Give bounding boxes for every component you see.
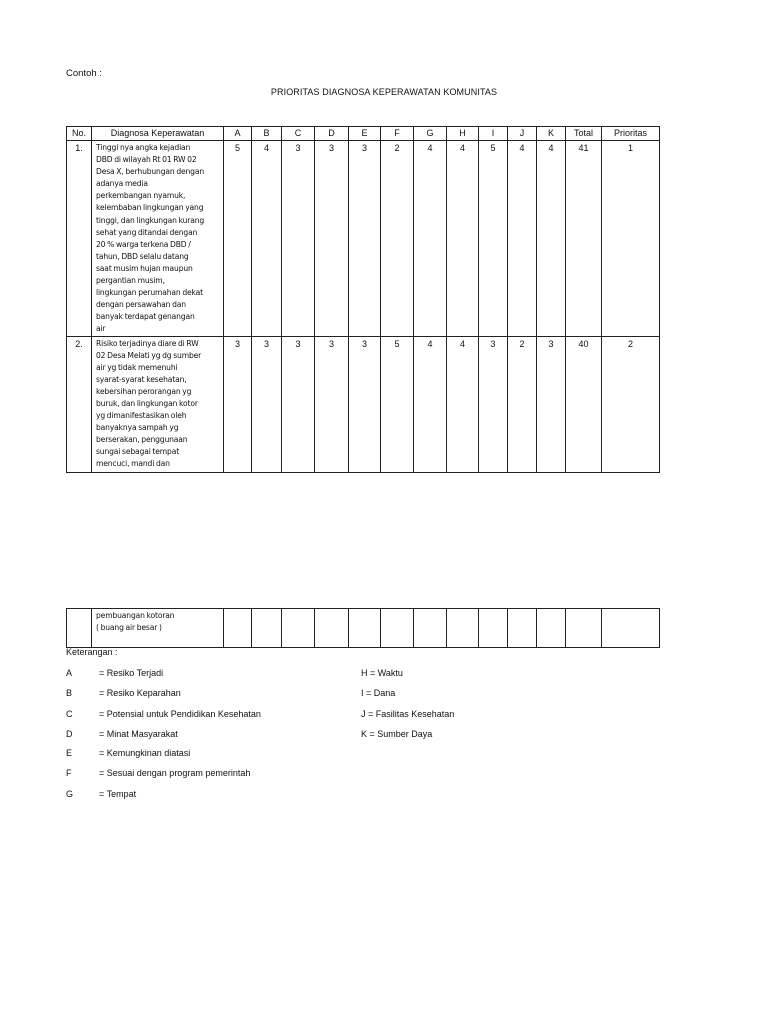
legend-letter: D bbox=[66, 729, 73, 739]
score-a: 5 bbox=[224, 141, 252, 337]
score-d: 3 bbox=[315, 336, 349, 472]
column-header: D bbox=[315, 127, 349, 141]
diagnosis-line: buruk, dan lingkungan kotor bbox=[96, 398, 198, 408]
score-e: 3 bbox=[349, 141, 381, 337]
column-header: J bbox=[508, 127, 537, 141]
diagnosis-line: mencuci, mandi dan bbox=[96, 459, 170, 469]
score-d bbox=[315, 609, 349, 648]
diagnosis-line: kebersihan perorangan yg bbox=[96, 386, 192, 396]
score-d: 3 bbox=[315, 141, 349, 337]
column-header: G bbox=[414, 127, 447, 141]
diagnosis-line: tahun, DBD selalu datang bbox=[96, 251, 189, 261]
legend-entry: I = Dana bbox=[361, 688, 396, 698]
row-number bbox=[67, 609, 92, 648]
score-c bbox=[282, 609, 315, 648]
score-f bbox=[381, 609, 414, 648]
diagnosis-line: kelembaban lingkungan yang bbox=[96, 203, 204, 213]
score-total bbox=[566, 609, 602, 648]
diagnosis-line: DBD di wilayah Rt 01 RW 02 bbox=[96, 155, 197, 165]
diagnosis-line: sungai sebagai tempat bbox=[96, 447, 180, 457]
legend-letter: B bbox=[66, 688, 73, 698]
column-header: E bbox=[349, 127, 381, 141]
row-number: 1. bbox=[67, 141, 92, 337]
priority-table bbox=[66, 126, 660, 473]
column-header: C bbox=[282, 127, 315, 141]
column-header: H bbox=[447, 127, 479, 141]
legend-text: = Sesuai dengan program pemerintah bbox=[99, 768, 251, 778]
priority-rank bbox=[602, 609, 660, 648]
diagnosis-cell bbox=[92, 141, 224, 337]
legend-text: = Potensial untuk Pendidikan Kesehatan bbox=[99, 709, 261, 719]
column-header: K bbox=[537, 127, 566, 141]
diagnosis-line: sehat yang ditandai dengan bbox=[96, 227, 198, 237]
priority-rank: 2 bbox=[602, 336, 660, 472]
score-h: 4 bbox=[447, 141, 479, 337]
legend-entry: J = Fasilitas Kesehatan bbox=[361, 709, 455, 719]
diagnosis-line: banyak terdapat genangan bbox=[96, 312, 195, 322]
legend-text: = Resiko Terjadi bbox=[99, 668, 164, 678]
score-f: 2 bbox=[381, 141, 414, 337]
diagnosis-line: tinggi, dan lingkungan kurang bbox=[96, 215, 205, 225]
score-c: 3 bbox=[282, 336, 315, 472]
diagnosis-line: Tinggi nya angka kejadian bbox=[96, 143, 191, 152]
score-g: 4 bbox=[414, 141, 447, 337]
score-i: 3 bbox=[479, 336, 508, 472]
diagnosis-cell bbox=[92, 336, 224, 472]
legend-letter: C bbox=[66, 709, 73, 719]
legend-letter: A bbox=[66, 668, 73, 678]
diagnosis-line: pergantian musim, bbox=[96, 276, 165, 286]
table-row bbox=[67, 141, 660, 337]
table-row bbox=[67, 336, 660, 472]
table-header-row bbox=[67, 127, 660, 141]
diagnosis-line: Desa X, berhubungan dengan bbox=[96, 167, 205, 177]
legend-text: = Tempat bbox=[99, 789, 137, 799]
score-k bbox=[537, 609, 566, 648]
score-b bbox=[252, 609, 282, 648]
score-g bbox=[414, 609, 447, 648]
score-a bbox=[224, 609, 252, 648]
diagnosis-line: air yg tidak memenuhi bbox=[96, 362, 178, 372]
diagnosis-line: adanya media bbox=[96, 179, 148, 189]
diagnosis-line: 02 Desa Melati yg dg sumber bbox=[96, 350, 202, 360]
score-i: 5 bbox=[479, 141, 508, 337]
page-title: PRIORITAS DIAGNOSA KEPERAWATAN KOMUNITAS bbox=[270, 87, 498, 97]
score-h bbox=[447, 609, 479, 648]
score-a: 3 bbox=[224, 336, 252, 472]
diagnosis-line: syarat-syarat kesehatan, bbox=[96, 374, 187, 384]
score-i bbox=[479, 609, 508, 648]
row-number: 2. bbox=[67, 336, 92, 472]
diagnosis-line: ( buang air besar ) bbox=[96, 623, 162, 633]
legend-heading: Keterangan : bbox=[66, 647, 118, 657]
column-header: Prioritas bbox=[602, 127, 660, 141]
score-j: 4 bbox=[508, 141, 537, 337]
diagnosis-line: air bbox=[96, 324, 106, 334]
diagnosis-line: banyaknya sampah yg bbox=[96, 423, 179, 433]
score-total: 41 bbox=[566, 141, 602, 337]
score-h: 4 bbox=[447, 336, 479, 472]
column-header: A bbox=[224, 127, 252, 141]
score-b: 3 bbox=[252, 336, 282, 472]
score-k: 4 bbox=[537, 141, 566, 337]
score-b: 4 bbox=[252, 141, 282, 337]
table-row bbox=[67, 609, 660, 648]
legend-letter: F bbox=[66, 768, 72, 778]
legend-letter: E bbox=[66, 748, 73, 758]
priority-table-continuation bbox=[66, 608, 660, 648]
legend-text: = Resiko Keparahan bbox=[99, 688, 181, 698]
legend-entry: K = Sumber Daya bbox=[361, 729, 433, 739]
diagnosis-line: saat musim hujan maupun bbox=[96, 263, 193, 273]
diagnosis-line: pembuangan kotoran bbox=[96, 611, 175, 620]
score-g: 4 bbox=[414, 336, 447, 472]
diagnosis-line: berserakan, penggunaan bbox=[96, 435, 188, 445]
column-header: B bbox=[252, 127, 282, 141]
diagnosis-line: perkembangan nyamuk, bbox=[96, 191, 186, 201]
diagnosis-line: 20 % warga terkena DBD / bbox=[96, 239, 191, 249]
score-e: 3 bbox=[349, 336, 381, 472]
score-c: 3 bbox=[282, 141, 315, 337]
score-k: 3 bbox=[537, 336, 566, 472]
diagnosis-line: Risiko terjadinya diare di RW bbox=[96, 338, 199, 348]
priority-rank: 1 bbox=[602, 141, 660, 337]
legend-letter: G bbox=[66, 789, 74, 799]
legend-text: = Minat Masyarakat bbox=[99, 729, 178, 739]
column-header: I bbox=[479, 127, 508, 141]
column-header: Diagnosa Keperawatan bbox=[92, 127, 224, 141]
diagnosis-line: lingkungan perumahan dekat bbox=[96, 288, 204, 298]
legend-text: = Kemungkinan diatasi bbox=[99, 748, 191, 758]
diagnosis-line: dengan persawahan dan bbox=[96, 300, 186, 310]
score-total: 40 bbox=[566, 336, 602, 472]
column-header: No. bbox=[67, 127, 92, 141]
diagnosis-line: yg dimanifestasikan oleh bbox=[96, 411, 187, 421]
score-f: 5 bbox=[381, 336, 414, 472]
score-j: 2 bbox=[508, 336, 537, 472]
score-j bbox=[508, 609, 537, 648]
column-header: Total bbox=[566, 127, 602, 141]
diagnosis-cell bbox=[92, 609, 224, 648]
example-label: Contoh : bbox=[66, 68, 102, 79]
score-e bbox=[349, 609, 381, 648]
legend-entry: H = Waktu bbox=[361, 668, 403, 678]
column-header: F bbox=[381, 127, 414, 141]
